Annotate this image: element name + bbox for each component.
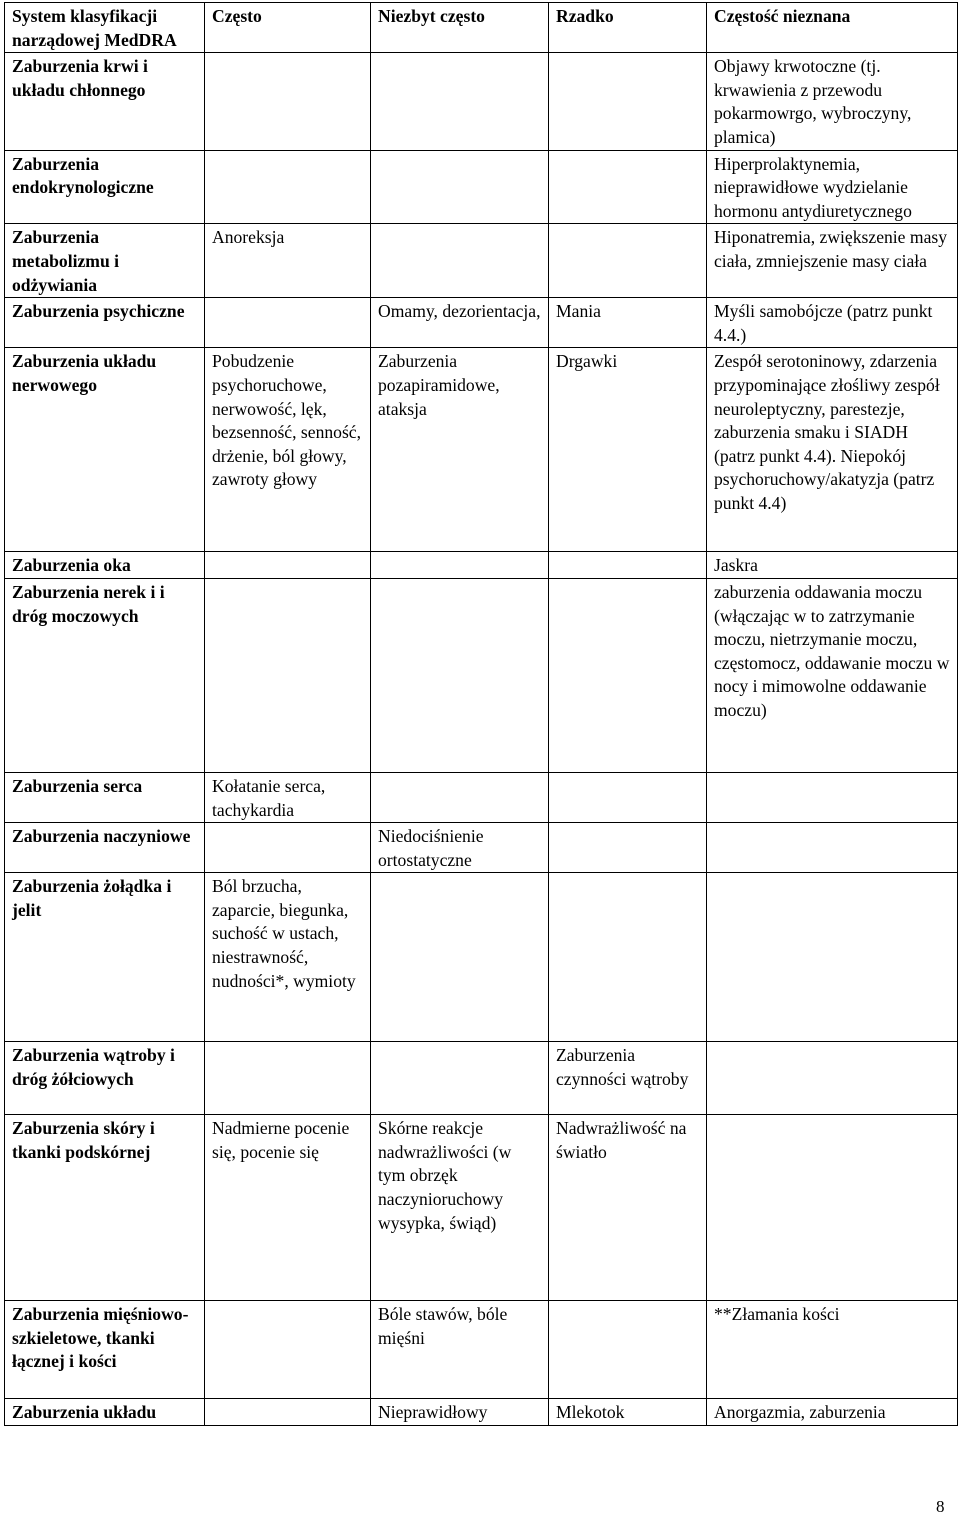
- soc-cell: Zaburzenia endokrynologiczne: [5, 150, 205, 224]
- rare-cell: Zaburzenia czynności wątroby: [549, 1042, 707, 1115]
- unknown-cell: **Złamania kości: [707, 1301, 958, 1399]
- rare-cell: Mlekotok: [549, 1399, 707, 1426]
- uncommon-cell: [371, 224, 549, 298]
- header-uncommon: Niezbyt często: [371, 3, 549, 53]
- uncommon-cell: Bóle stawów, bóle mięśni: [371, 1301, 549, 1399]
- unknown-cell: Anorgazmia, zaburzenia: [707, 1399, 958, 1426]
- frequent-cell: [205, 298, 371, 348]
- rare-cell: Mania: [549, 298, 707, 348]
- table-row: [5, 53, 958, 150]
- rare-cell: Nadwrażliwość na światło: [549, 1115, 707, 1301]
- unknown-cell: Objawy krwotoczne (tj. krwawienia z przewodu pokarmowrgo, wybroczyny, plamica): [707, 53, 958, 150]
- soc-cell: Zaburzenia mięśniowo-szkieletowe, tkanki łącznej i kości: [5, 1301, 205, 1399]
- frequent-cell: [205, 1042, 371, 1115]
- table-row: [5, 1115, 958, 1301]
- table-row: [5, 348, 958, 552]
- frequent-cell: Kołatanie serca, tachykardia: [205, 772, 371, 822]
- uncommon-cell: [371, 552, 549, 579]
- rare-cell: [549, 873, 707, 1042]
- soc-cell: Zaburzenia krwi i układu chłonnego: [5, 53, 205, 150]
- table-row: [5, 1042, 958, 1115]
- unknown-cell: [707, 1115, 958, 1301]
- table-row: [5, 873, 958, 1042]
- rare-cell: Drgawki: [549, 348, 707, 552]
- uncommon-cell: [371, 1042, 549, 1115]
- frequent-cell: Anoreksja: [205, 224, 371, 298]
- frequent-cell: [205, 823, 371, 873]
- soc-cell: Zaburzenia skóry i tkanki podskórnej: [5, 1115, 205, 1301]
- table-row: [5, 150, 958, 224]
- unknown-cell: zaburzenia oddawania moczu (włączając w to zatrzymanie moczu, nietrzymanie moczu, częstomocz, oddawanie moczu w nocy i mimowolne oddawanie moczu): [707, 578, 958, 772]
- frequent-cell: [205, 1399, 371, 1426]
- frequent-cell: Ból brzucha, zaparcie, biegunka, suchość w ustach, niestrawność, nudności*, wymioty: [205, 873, 371, 1042]
- rare-cell: [549, 224, 707, 298]
- table-row: [5, 298, 958, 348]
- uncommon-cell: [371, 873, 549, 1042]
- table-row: [5, 1399, 958, 1426]
- soc-cell: Zaburzenia układu: [5, 1399, 205, 1426]
- rare-cell: [549, 150, 707, 224]
- unknown-cell: [707, 873, 958, 1042]
- rare-cell: [549, 578, 707, 772]
- table-row: [5, 224, 958, 298]
- soc-cell: Zaburzenia układu nerwowego: [5, 348, 205, 552]
- soc-cell: Zaburzenia wątroby i dróg żółciowych: [5, 1042, 205, 1115]
- frequent-cell: [205, 552, 371, 579]
- unknown-cell: [707, 772, 958, 822]
- header-frequent: Często: [205, 3, 371, 53]
- uncommon-cell: [371, 150, 549, 224]
- uncommon-cell: Omamy, dezorientacja,: [371, 298, 549, 348]
- uncommon-cell: [371, 53, 549, 150]
- uncommon-cell: [371, 578, 549, 772]
- soc-cell: Zaburzenia psychiczne: [5, 298, 205, 348]
- table-row: [5, 578, 958, 772]
- rare-cell: [549, 552, 707, 579]
- soc-cell: Zaburzenia nerek i i dróg moczowych: [5, 578, 205, 772]
- uncommon-cell: Nieprawidłowy: [371, 1399, 549, 1426]
- header-soc: System klasyfikacji narządowej MedDRA: [5, 3, 205, 53]
- uncommon-cell: Niedociśnienie ortostatyczne: [371, 823, 549, 873]
- soc-cell: Zaburzenia serca: [5, 772, 205, 822]
- page-number: 8: [936, 1497, 945, 1516]
- unknown-cell: [707, 823, 958, 873]
- frequent-cell: [205, 150, 371, 224]
- soc-cell: Zaburzenia naczyniowe: [5, 823, 205, 873]
- unknown-cell: [707, 1042, 958, 1115]
- unknown-cell: Jaskra: [707, 552, 958, 579]
- unknown-cell: Hiponatremia, zwiększenie masy ciała, zmniejszenie masy ciała: [707, 224, 958, 298]
- rare-cell: [549, 772, 707, 822]
- table-row: [5, 823, 958, 873]
- rare-cell: [549, 823, 707, 873]
- frequent-cell: [205, 578, 371, 772]
- rare-cell: [549, 1301, 707, 1399]
- rare-cell: [549, 53, 707, 150]
- unknown-cell: Myśli samobójcze (patrz punkt 4.4.): [707, 298, 958, 348]
- uncommon-cell: [371, 772, 549, 822]
- soc-cell: Zaburzenia żołądka i jelit: [5, 873, 205, 1042]
- soc-cell: Zaburzenia metabolizmu i odżywiania: [5, 224, 205, 298]
- frequent-cell: Pobudzenie psychoruchowe, nerwowość, lęk, bezsenność, senność, drżenie, ból głowy, zawroty głowy: [205, 348, 371, 552]
- header-row: [5, 3, 958, 53]
- unknown-cell: Hiperprolaktynemia, nieprawidłowe wydzielanie hormonu antydiuretycznego: [707, 150, 958, 224]
- frequent-cell: [205, 1301, 371, 1399]
- soc-cell: Zaburzenia oka: [5, 552, 205, 579]
- adverse-reactions-table: [4, 2, 958, 1426]
- frequent-cell: Nadmierne pocenie się, pocenie się: [205, 1115, 371, 1301]
- table-row: [5, 1301, 958, 1399]
- table-row: [5, 772, 958, 822]
- uncommon-cell: Skórne reakcje nadwrażliwości (w tym obrzęk naczynioruchowy wysypka, świąd): [371, 1115, 549, 1301]
- uncommon-cell: Zaburzenia pozapiramidowe, ataksja: [371, 348, 549, 552]
- unknown-cell: Zespół serotoninowy, zdarzenia przypominające złośliwy zespół neuroleptyczny, parestezje, zaburzenia smaku i SIADH (patrz punkt 4.4). Niepokój psychoruchowy/akatyzja (patrz punkt 4.4): [707, 348, 958, 552]
- table-row: [5, 552, 958, 579]
- header-rare: Rzadko: [549, 3, 707, 53]
- frequent-cell: [205, 53, 371, 150]
- header-unknown: Częstość nieznana: [707, 3, 958, 53]
